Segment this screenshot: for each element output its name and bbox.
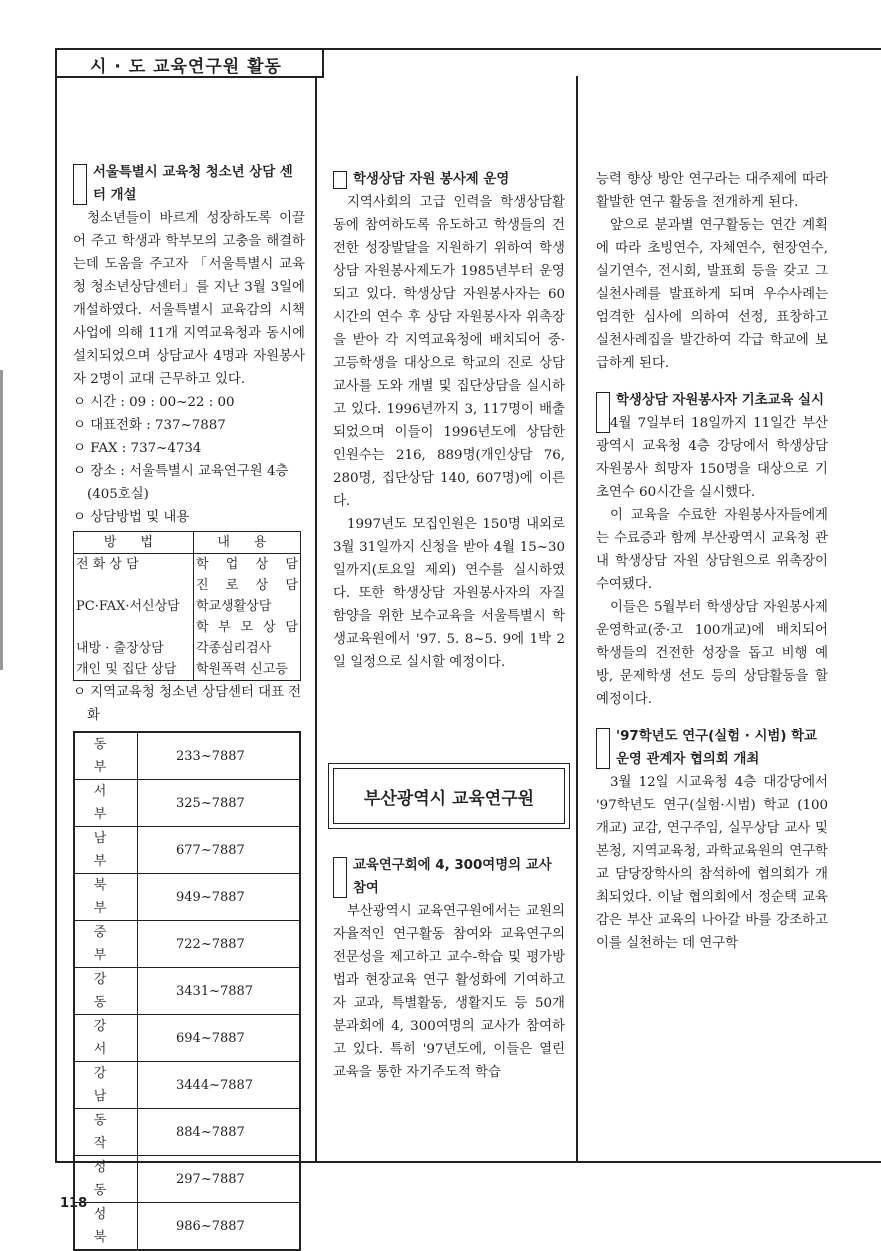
table-row (74, 617, 301, 638)
district-name: 중 부 (74, 921, 138, 968)
column-3 (596, 168, 828, 955)
paragraph: 능력 향상 방안 연구라는 대주제에 따라 활발한 연구 활동을 전개하게 된다. (596, 172, 828, 210)
district-name: 동 부 (74, 732, 138, 780)
table-row (74, 575, 301, 596)
district-name: 서 부 (74, 780, 138, 827)
paragraph: 부산광역시 교육연구원에서는 교원의 자율적인 연구활동 참여와 교육연구의 전문성을 제고하고 교수-학습 및 평가방법과 현장교육 연구 활성화에 기여하고자 교과, 특별활동, 생활지도 등 50개 분과회에 4, 300여명의 교사가 참여하고 있다. 특히 '97년도에, 이들은 열린 교육을 통한 자기주도적 학습 (333, 904, 565, 1080)
info-item-time: ㅇ 시간 : 09 : 00~22 : 00 (73, 395, 235, 410)
district-name: 강 남 (74, 1062, 138, 1109)
column-2 (333, 168, 565, 674)
table-cell: 학 부 모 상 담 (193, 617, 300, 638)
district-phone: 233~7887 (138, 732, 301, 780)
district-name: 성 동 (74, 1156, 138, 1203)
table-row (74, 554, 301, 576)
district-name: 성 북 (74, 1203, 138, 1251)
district-phone: 949~7887 (138, 874, 301, 921)
district-name: 강 서 (74, 1015, 138, 1062)
table-row (74, 1156, 300, 1203)
district-phone: 3444~7887 (138, 1062, 301, 1109)
table-cell: 전 화 상 담 (74, 554, 194, 576)
info-item-regional-phone: ㅇ 지역교육청 청소년 상담센터 대표 전화 (73, 685, 302, 723)
table-row (74, 1062, 300, 1109)
district-phone: 677~7887 (138, 827, 301, 874)
table-row (74, 732, 300, 780)
table-row (74, 638, 301, 659)
district-name: 북 부 (74, 874, 138, 921)
table-cell: 진 로 상 담 (193, 575, 300, 596)
section-title-research-school: '97학년도 연구(실험 · 시범) 학교 운영 관계자 협의회 개최 (596, 725, 828, 771)
paragraph: 1997년도 모집인원은 150명 내외로 3월 31일까지 신청을 받아 4월 15~30일까지(토요일 제외) 연수를 실시하였다. 또한 학생상담 자원봉사자의 자질 함양을 위한 보수교육을 서울특별시 학생교육원에서 '97. 5. 8~5. 9에 1박 2일 일정으로 실시할 예정이다. (333, 517, 565, 670)
spacer (596, 375, 828, 389)
section-title-seoul-center: 서울특별시 교육청 청소년 상담 센터 개설 (73, 161, 305, 207)
regional-phone-table (73, 731, 301, 1251)
district-phone: 986~7887 (138, 1203, 301, 1251)
paragraph: 청소년들이 바르게 성장하도록 이끌어 주고 학생과 학부모의 고충을 해결하는데 도움을 주고자 「서울특별시 교육청 청소년상담센터」를 지난 3월 3일에 개설하였다. 서울특별시 교육감의 시책사업에 의해 11개 지역교육청과 동시에 설치되었으며 상담교사 4명과 자원봉사자 2명이 교대 근무하고 있다. (73, 211, 305, 387)
district-phone: 297~7887 (138, 1156, 301, 1203)
info-item-phone: ㅇ 대표전화 : 737~7887 (73, 418, 226, 433)
table-row (74, 827, 300, 874)
page-title: 시 · 도 교육연구원 활동 (90, 57, 282, 77)
table-row (74, 968, 300, 1015)
section-title-research-group: 교육연구회에 4, 300여명의 교사 참여 (333, 854, 565, 900)
table-cell: 학교생활상담 (193, 596, 300, 617)
table-header: 방 법 (74, 532, 194, 554)
table-cell: 학원폭력 신고등 (193, 659, 300, 681)
busan-section-heading (333, 768, 565, 824)
column-divider-1 (315, 76, 317, 1161)
district-phone: 694~7887 (138, 1015, 301, 1062)
district-phone: 884~7887 (138, 1109, 301, 1156)
page-number: 118 (60, 1196, 88, 1211)
table-row (74, 1203, 300, 1251)
table-cell (74, 617, 194, 638)
info-item-location: ㅇ 장소 : 서울특별시 교육연구원 4층(405호실) (73, 464, 289, 502)
busan-heading-text: 부산광역시 교육연구원 (363, 788, 535, 809)
table-row (74, 596, 301, 617)
table-header-row (74, 532, 301, 554)
table-row (74, 780, 300, 827)
district-phone: 722~7887 (138, 921, 301, 968)
paragraph: 지역사회의 고급 인력을 학생상담활동에 참여하도록 유도하고 학생들의 건전한 성장발달을 지원하기 위하여 학생상담 자원봉사제도가 1985년부터 운영되고 있다. 학생상담 자원봉사자는 60시간의 연수 후 상담 자원봉사자 위촉장을 받아 각 지역교육청에 배치되어 중·고등학생을 대상으로 학교의 진로 상담교사를 도와 개별 및 집단상담을 실시하고 있다. 1996년까지 3, 117명이 배출되었으며 이들이 1996년도에 상담한 인원수는 216, 889명(개인상담 76, 280명, 집단상담 140, 607명)에 이른다. (333, 195, 565, 509)
section-title-basic-training: 학생상담 자원봉사자 기초교육 실시 (596, 389, 828, 412)
section-title-volunteer: 학생상담 자원 봉사제 운영 (333, 168, 565, 191)
district-name: 남 부 (74, 827, 138, 874)
paragraph: 4월 7일부터 18일까지 11일간 부산광역시 교육청 4층 강당에서 학생상담 자원봉사 희망자 150명을 대상으로 기초연수 60시간을 실시했다. (596, 416, 828, 500)
counseling-method-table (73, 531, 301, 681)
table-row (74, 921, 300, 968)
paragraph: 이들은 5월부터 학생상담 자원봉사제 운영학교(중·고 100개교)에 배치되어 학생들의 건전한 성장을 돕고 비행 예방, 문제학생 선도 등의 상담활동을 할 예정이다. (596, 600, 828, 707)
column-divider-2 (576, 76, 578, 1161)
table-row (74, 1109, 300, 1156)
scan-edge-mark (0, 370, 3, 670)
table-row (74, 659, 301, 681)
district-name: 동 작 (74, 1109, 138, 1156)
table-cell: PC·FAX·서신상담 (74, 596, 194, 617)
table-cell: 개인 및 집단 상담 (74, 659, 194, 681)
table-cell: 내방 · 출장상담 (74, 638, 194, 659)
column-2-lower (333, 854, 565, 1084)
paragraph: 3월 12일 시교육청 4층 대강당에서 '97학년도 연구(실험·시범) 학교 (100개교) 교감, 연구주임, 실무상담 교사 및 본청, 지역교육청, 과학교육원의 연구학교 담당장학사의 참석하에 협의회가 개최되었다. 이날 협의회에서 정순택 교육감은 부산 교육의 나아갈 바를 강조하고 이를 실천하는 데 연구학 (596, 775, 828, 951)
district-phone: 325~7887 (138, 780, 301, 827)
table-header: 내 용 (193, 532, 300, 554)
district-name: 강 동 (74, 968, 138, 1015)
district-phone: 3431~7887 (138, 968, 301, 1015)
table-cell: 학 업 상 담 (193, 554, 300, 576)
info-item-method: ㅇ 상담방법 및 내용 (73, 510, 190, 525)
table-row (74, 1015, 300, 1062)
paragraph: 앞으로 분과별 연구활동는 연간 계획에 따라 초빙연수, 자체연수, 현장연수, 실기연수, 전시회, 발표회 등을 갖고 그 실천사례를 발표하게 되며 우수사례는 엄격한 심사에 의하여 선정, 표창하고 실천사례집을 발간하여 각급 학교에 보급하게 된다. (596, 218, 828, 371)
table-cell: 각종심리검사 (193, 638, 300, 659)
spacer (596, 711, 828, 725)
paragraph: 이 교육을 수료한 자원봉사자들에게는 수료증과 함께 부산광역시 교육청 관내 학생상담 자원 상담원으로 위촉장이 수여됐다. (596, 508, 828, 592)
table-cell (74, 575, 194, 596)
table-row (74, 874, 300, 921)
info-item-fax: ㅇ FAX : 737~4734 (73, 441, 202, 456)
column-1 (73, 161, 305, 1251)
